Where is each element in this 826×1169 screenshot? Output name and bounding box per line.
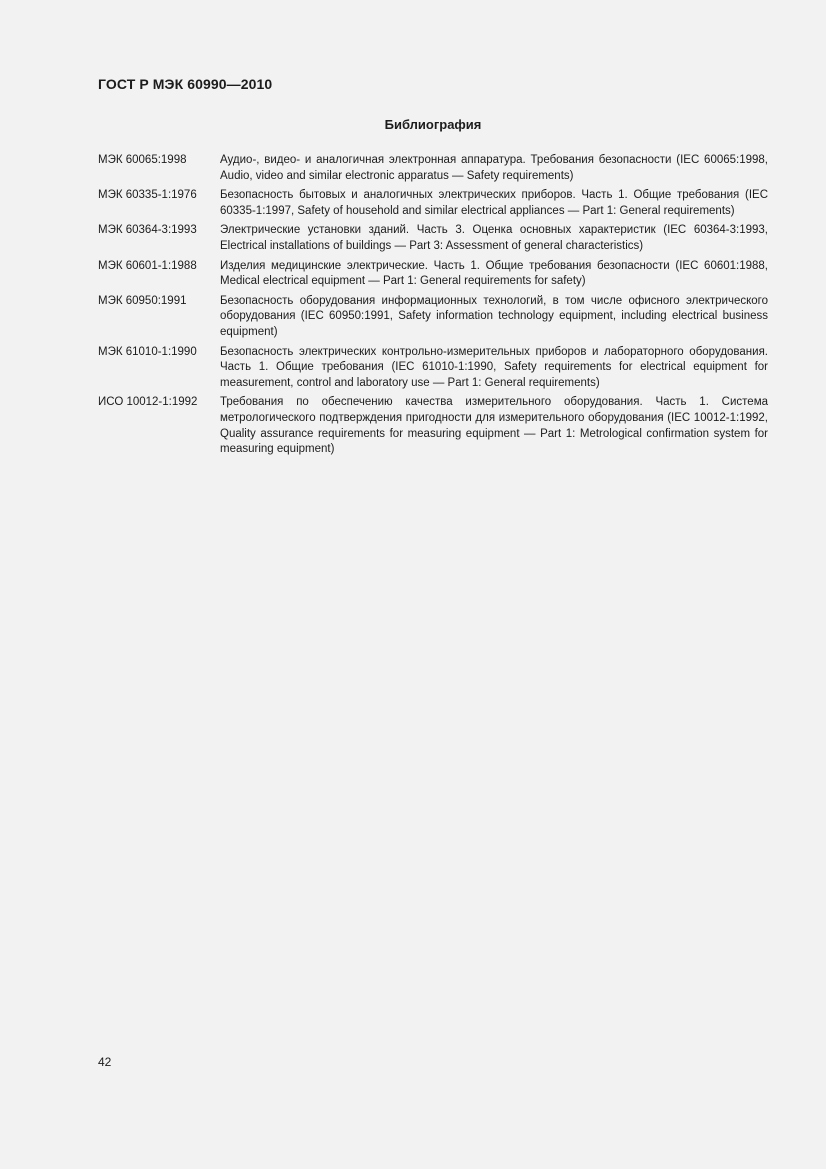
bibliography-text: Электрические установки зданий. Часть 3. Оценка основных характеристик (IEC 60364-3:1993, Electrical installations of buildings — Part 3: Assessment of general characteristics)	[220, 224, 768, 252]
bibliography-ref: ИСО 10012-1:1992	[98, 396, 198, 409]
bibliography-text: Безопасность бытовых и аналогичных электрических приборов. Часть 1. Общие требования (IEC 60335-1:1997, Safety of household and similar electrical appliances — Part 1: General requirements)	[220, 189, 768, 217]
bibliography-entry	[98, 395, 768, 457]
bibliography-entry	[98, 294, 768, 341]
bibliography-text: Изделия медицинские электрические. Часть 1. Общие требования безопасности (IEC 60601:1988, Medical electrical equipment — Part 1: General requirements for safety)	[220, 259, 768, 288]
bibliography-ref: МЭК 60065:1998	[98, 154, 187, 166]
page-number: 42	[98, 1055, 112, 1069]
bibliography-entry	[98, 223, 768, 254]
bibliography-list	[98, 153, 768, 462]
bibliography-ref: МЭК 60601-1:1988	[98, 259, 197, 272]
bibliography-entry	[98, 259, 768, 290]
bibliography-ref: МЭК 60335-1:1976	[98, 189, 197, 202]
document-header: ГОСТ Р МЭК 60990—2010	[98, 76, 273, 92]
bibliography-text: Аудио-, видео- и аналогичная электронная аппаратура. Требования безопасности (IEC 60065:1998, Audio, video and similar electronic apparatus — Safety requirements)	[220, 154, 768, 182]
section-title: Библиография	[384, 117, 482, 132]
bibliography-entry	[98, 345, 768, 392]
bibliography-ref: МЭК 60950:1991	[98, 294, 187, 307]
bibliography-ref: МЭК 60364-3:1993	[98, 224, 197, 237]
bibliography-text: Безопасность электрических контрольно-измерительных приборов и лабораторного оборудования. Часть 1. Общие требования (IEC 61010-1:1990, Safety requirements for electrical equipment for measurement, control and laboratory use — Part 1: General requirements)	[220, 345, 768, 389]
bibliography-text: Безопасность оборудования информационных технологий, в том числе офисного электрического оборудования (IEC 60950:1991, Safety information technology equipment, including electrical business equipment)	[220, 294, 768, 338]
bibliography-entry	[98, 153, 768, 184]
bibliography-text: Требования по обеспечению качества измерительного оборудования. Часть 1. Система метрологического подтверждения пригодности для измерительного оборудования (IEC 10012-1:1992, Quality assurance requirements for measuring equipment — Part 1: Metrological confirmation system for measuring equipment)	[220, 396, 768, 456]
bibliography-entry	[98, 188, 768, 219]
bibliography-ref: МЭК 61010-1:1990	[98, 345, 197, 358]
